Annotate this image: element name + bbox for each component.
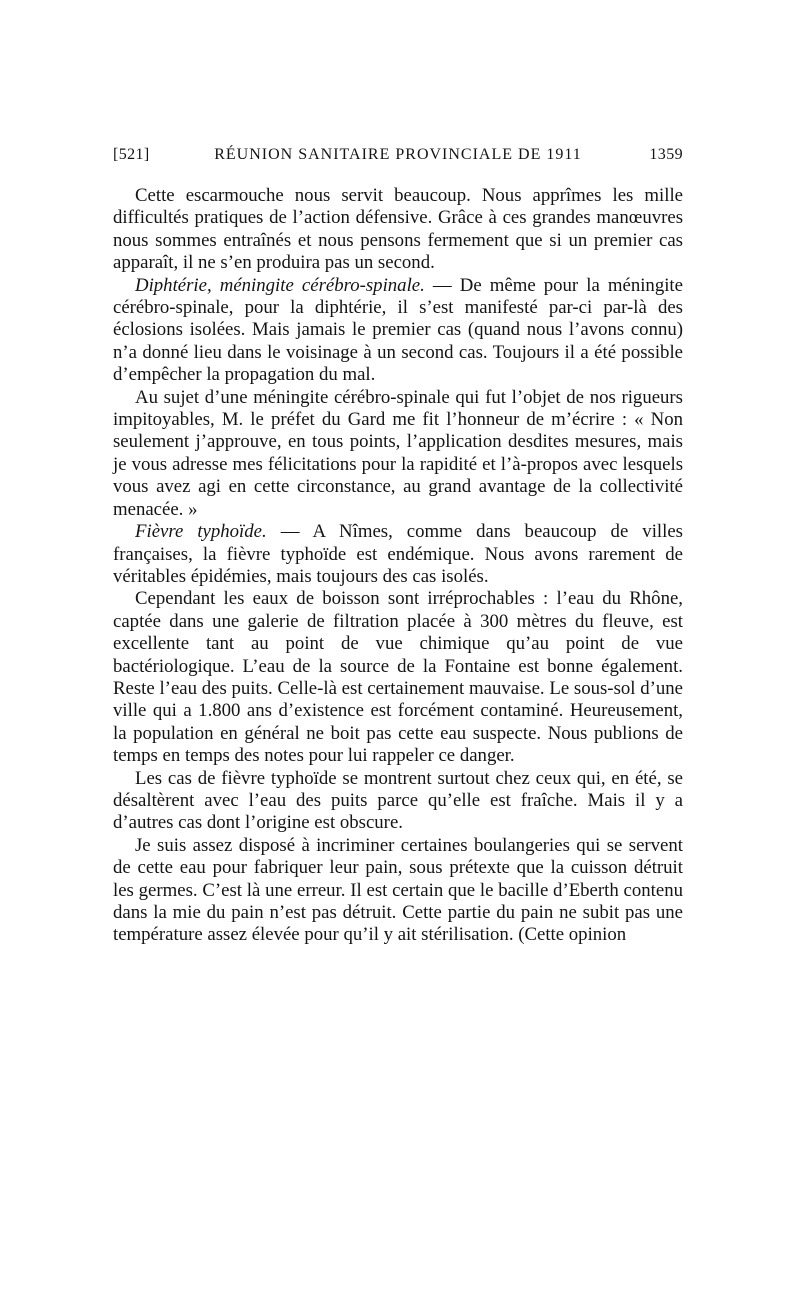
- paragraph-meningite: [113, 387, 683, 521]
- running-header: [113, 146, 683, 172]
- running-title: RÉUNION SANITAIRE PROVINCIALE DE 1911: [214, 146, 582, 163]
- page-number-left: [521]: [113, 146, 150, 163]
- paragraph-eaux-boisson: [113, 588, 683, 767]
- paragraph-text: Cependant les eaux de boisson sont irréprochables : l’eau du Rhône, captée dans une galerie de filtration placée à 300 mètres du fleuve, est excellente tant au point de vue chimique qu’au point de vue bactériologique. L’eau de la source de la Fontaine est bonne également. Reste l’eau des puits. Celle-là est certainement mauvaise. Le sous-sol d’une ville qui a 1.800 ans d’existence est forcément contaminé. Heureusement, la population en général ne boit pas cette eau suspecte. Nous publions de temps en temps des notes pour lui rappeler ce danger.: [113, 588, 683, 767]
- paragraph-text: — A Nîmes, comme dans beaucoup de villes françaises, la fièvre typhoïde est endémique. Nous avons rarement de véritables épidémies, mais toujours des cas isolés.: [113, 521, 683, 587]
- paragraph-fievre-typhoide: [113, 521, 683, 588]
- paragraph-text: Les cas de fièvre typhoïde se montrent surtout chez ceux qui, en été, se désaltèrent avec l’eau des puits parce qu’elle est fraîche. Mais il y a d’autres cas dont l’origine est obscure.: [113, 767, 683, 834]
- section-heading-fievre-typhoide: Fièvre typhoïde.: [135, 521, 267, 543]
- paragraph-text: Cette escarmouche nous servit beaucoup. Nous apprîmes les mille difficultés pratiques de l’action défensive. Grâce à ces grandes manœuvres nous sommes entraînés et nous pensons fermement que si un premier cas apparaît, il ne s’en produira pas un second.: [113, 185, 683, 274]
- paragraph-diphterie: [113, 275, 683, 387]
- paragraph-boulangeries: [113, 835, 683, 947]
- paragraph-text: Je suis assez disposé à incriminer certaines boulangeries qui se servent de cette eau pour fabriquer leur pain, sous prétexte que la cuisson détruit les germes. C’est là une erreur. Il est certain que le bacille d’Eberth contenu dans la mie du pain n’est pas détruit. Cette partie du pain ne subit pas une température assez élevée pour qu’il y ait stérilisation. (Cette opinion: [113, 834, 683, 946]
- paragraph-text: Au sujet d’une méningite cérébro-spinale qui fut l’objet de nos rigueurs impitoyables, M. le préfet du Gard me fit l’honneur de m’écrire : « Non seulement j’approuve, en tous points, l’application desdites mesures, mais je vous adresse mes félicitations pour la rapidité et l’à-propos avec lesquels vous avez agi en cette circonstance, au grand avantage de la collectivité menacée. »: [113, 386, 683, 520]
- paragraph-escarmouche: [113, 185, 683, 275]
- page-number-right: 1359: [649, 146, 683, 163]
- paragraph-cas-fievre: [113, 768, 683, 835]
- body-text: [113, 185, 683, 947]
- paragraph-text: — De même pour la méningite cérébro-spinale, pour la diphtérie, il s’est manifesté par-ci par-là des éclosions isolées. Mais jamais le premier cas (quand nous l’avons connu) n’a donné lieu dans le voisinage à un second cas. Toujours il a été possible d’empêcher la propagation du mal.: [113, 274, 683, 386]
- section-heading-diphterie: Diphtérie, méningite cérébro-spinale.: [135, 274, 425, 296]
